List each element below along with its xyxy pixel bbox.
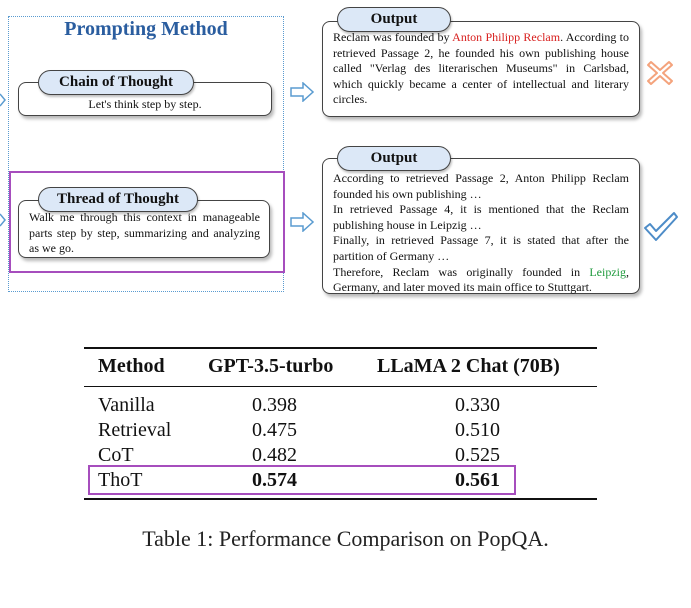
table-header-method: Method	[98, 355, 165, 377]
right-arrow-icon	[290, 82, 314, 102]
left-edge-arrow-icon	[0, 212, 6, 228]
output2-label: Output	[337, 146, 451, 171]
table-bottom-rule	[84, 498, 597, 500]
table-row-method: CoT	[98, 444, 134, 466]
output1-highlight: Anton Philipp Reclam	[452, 30, 561, 44]
cot-label: Chain of Thought	[38, 70, 194, 95]
table-row-method: Retrieval	[98, 419, 172, 441]
table-cell-gpt: 0.398	[252, 394, 297, 416]
left-edge-arrow-icon	[0, 92, 6, 108]
output2-text	[333, 171, 629, 296]
output1-text: Reclam was founded by Anton Philipp Reclam. According to retrieved Passage 2, he founded his own publishing house called "Verlag des literarischen Museums" in Carlsbad, which quickly became a center of intellectual and literary circles.	[333, 30, 629, 107]
table-caption: Table 1: Performance Comparison on PopQA.	[142, 526, 549, 551]
thot-prompt-text: Walk me through this context in manageable parts step by step, summarizing and analyzing as we go.	[29, 210, 260, 255]
output2-highlight: Leipzig	[589, 264, 626, 279]
table-cell-llama: 0.510	[455, 419, 500, 441]
table-header-rule	[84, 386, 597, 387]
checkmark-icon	[643, 210, 679, 244]
output1-label: Output	[337, 7, 451, 32]
table-cell-gpt: 0.482	[252, 444, 297, 466]
table-cell-llama: 0.525	[455, 444, 500, 466]
table-top-rule	[84, 347, 597, 349]
table-cell-gpt: 0.475	[252, 419, 297, 441]
output2-line: Therefore, Reclam was originally founded in Leipzig, Germany, and later moved its main office to Stuttgart.	[333, 264, 629, 295]
prompting-method-title: Prompting Method	[64, 18, 228, 40]
cross-icon	[645, 58, 675, 88]
table-row-method: ThoT	[98, 469, 143, 491]
table-header-gpt: GPT-3.5-turbo	[208, 355, 334, 377]
thot-row-highlight	[88, 465, 516, 495]
table-cell-llama: 0.561	[455, 469, 500, 491]
thot-label: Thread of Thought	[38, 187, 198, 212]
table-cell-llama: 0.330	[455, 394, 500, 416]
table-cell-gpt: 0.574	[252, 469, 297, 491]
output2-line: Finally, in retrieved Passage 7, it is stated that after the partition of Germany …	[333, 233, 629, 263]
table-row-method: Vanilla	[98, 394, 155, 416]
right-arrow-icon	[290, 212, 314, 232]
table-header-llama: LLaMA 2 Chat (70B)	[377, 355, 560, 377]
output2-line: According to retrieved Passage 2, Anton Philipp Reclam founded his own publishing …	[333, 171, 629, 201]
cot-prompt-text: Let's think step by step.	[88, 97, 202, 111]
output2-line: In retrieved Passage 4, it is mentioned that the Reclam publishing house in Leipzig …	[333, 202, 629, 232]
